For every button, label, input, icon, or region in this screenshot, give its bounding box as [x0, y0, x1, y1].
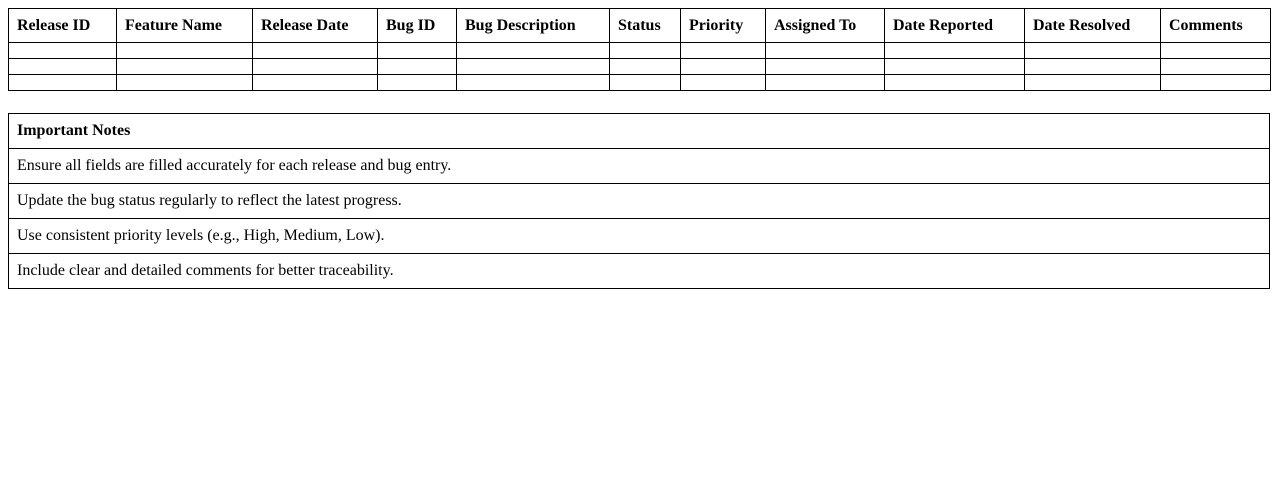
- column-header-date-resolved: Date Resolved: [1025, 9, 1161, 43]
- column-header-release-date: Release Date: [253, 9, 378, 43]
- table-cell[interactable]: [253, 43, 378, 59]
- table-cell[interactable]: [1025, 59, 1161, 75]
- table-cell[interactable]: [1161, 59, 1271, 75]
- table-cell[interactable]: [885, 59, 1025, 75]
- column-header-bug-id: Bug ID: [378, 9, 457, 43]
- note-row: [9, 254, 1270, 289]
- column-header-release-id: Release ID: [9, 9, 117, 43]
- table-cell[interactable]: [766, 75, 885, 91]
- table-cell[interactable]: [9, 59, 117, 75]
- table-cell[interactable]: [681, 43, 766, 59]
- column-header-bug-description: Bug Description: [457, 9, 610, 43]
- table-cell[interactable]: [1025, 43, 1161, 59]
- table-cell[interactable]: [253, 59, 378, 75]
- table-cell[interactable]: [610, 75, 681, 91]
- column-header-priority: Priority: [681, 9, 766, 43]
- table-cell[interactable]: [117, 43, 253, 59]
- note-item: Use consistent priority levels (e.g., High, Medium, Low).: [9, 219, 1270, 254]
- table-cell[interactable]: [117, 59, 253, 75]
- release-bug-tracker-table: [8, 8, 1271, 91]
- table-cell[interactable]: [9, 43, 117, 59]
- table-cell[interactable]: [1025, 75, 1161, 91]
- table-row: [9, 75, 1271, 91]
- column-header-status: Status: [610, 9, 681, 43]
- table-cell[interactable]: [9, 75, 117, 91]
- column-header-feature-name: Feature Name: [117, 9, 253, 43]
- table-row: [9, 59, 1271, 75]
- note-item: Update the bug status regularly to reflect the latest progress.: [9, 184, 1270, 219]
- table-cell[interactable]: [766, 59, 885, 75]
- table-cell[interactable]: [378, 59, 457, 75]
- table-cell[interactable]: [457, 59, 610, 75]
- column-header-comments: Comments: [1161, 9, 1271, 43]
- important-notes-table: [8, 113, 1270, 289]
- table-row: [9, 43, 1271, 59]
- note-row: [9, 219, 1270, 254]
- note-row: [9, 184, 1270, 219]
- notes-heading: Important Notes: [9, 114, 1270, 149]
- note-item: Ensure all fields are filled accurately for each release and bug entry.: [9, 149, 1270, 184]
- table-header-row: [9, 9, 1271, 43]
- note-item: Include clear and detailed comments for better traceability.: [9, 254, 1270, 289]
- table-cell[interactable]: [1161, 75, 1271, 91]
- table-cell[interactable]: [766, 43, 885, 59]
- table-cell[interactable]: [117, 75, 253, 91]
- table-cell[interactable]: [681, 59, 766, 75]
- table-cell[interactable]: [253, 75, 378, 91]
- table-cell[interactable]: [610, 59, 681, 75]
- table-cell[interactable]: [885, 75, 1025, 91]
- table-cell[interactable]: [378, 75, 457, 91]
- table-cell[interactable]: [457, 75, 610, 91]
- notes-heading-row: [9, 114, 1270, 149]
- table-cell[interactable]: [378, 43, 457, 59]
- column-header-date-reported: Date Reported: [885, 9, 1025, 43]
- table-cell[interactable]: [681, 75, 766, 91]
- table-cell[interactable]: [457, 43, 610, 59]
- column-header-assigned-to: Assigned To: [766, 9, 885, 43]
- table-cell[interactable]: [610, 43, 681, 59]
- table-cell[interactable]: [885, 43, 1025, 59]
- note-row: [9, 149, 1270, 184]
- table-cell[interactable]: [1161, 43, 1271, 59]
